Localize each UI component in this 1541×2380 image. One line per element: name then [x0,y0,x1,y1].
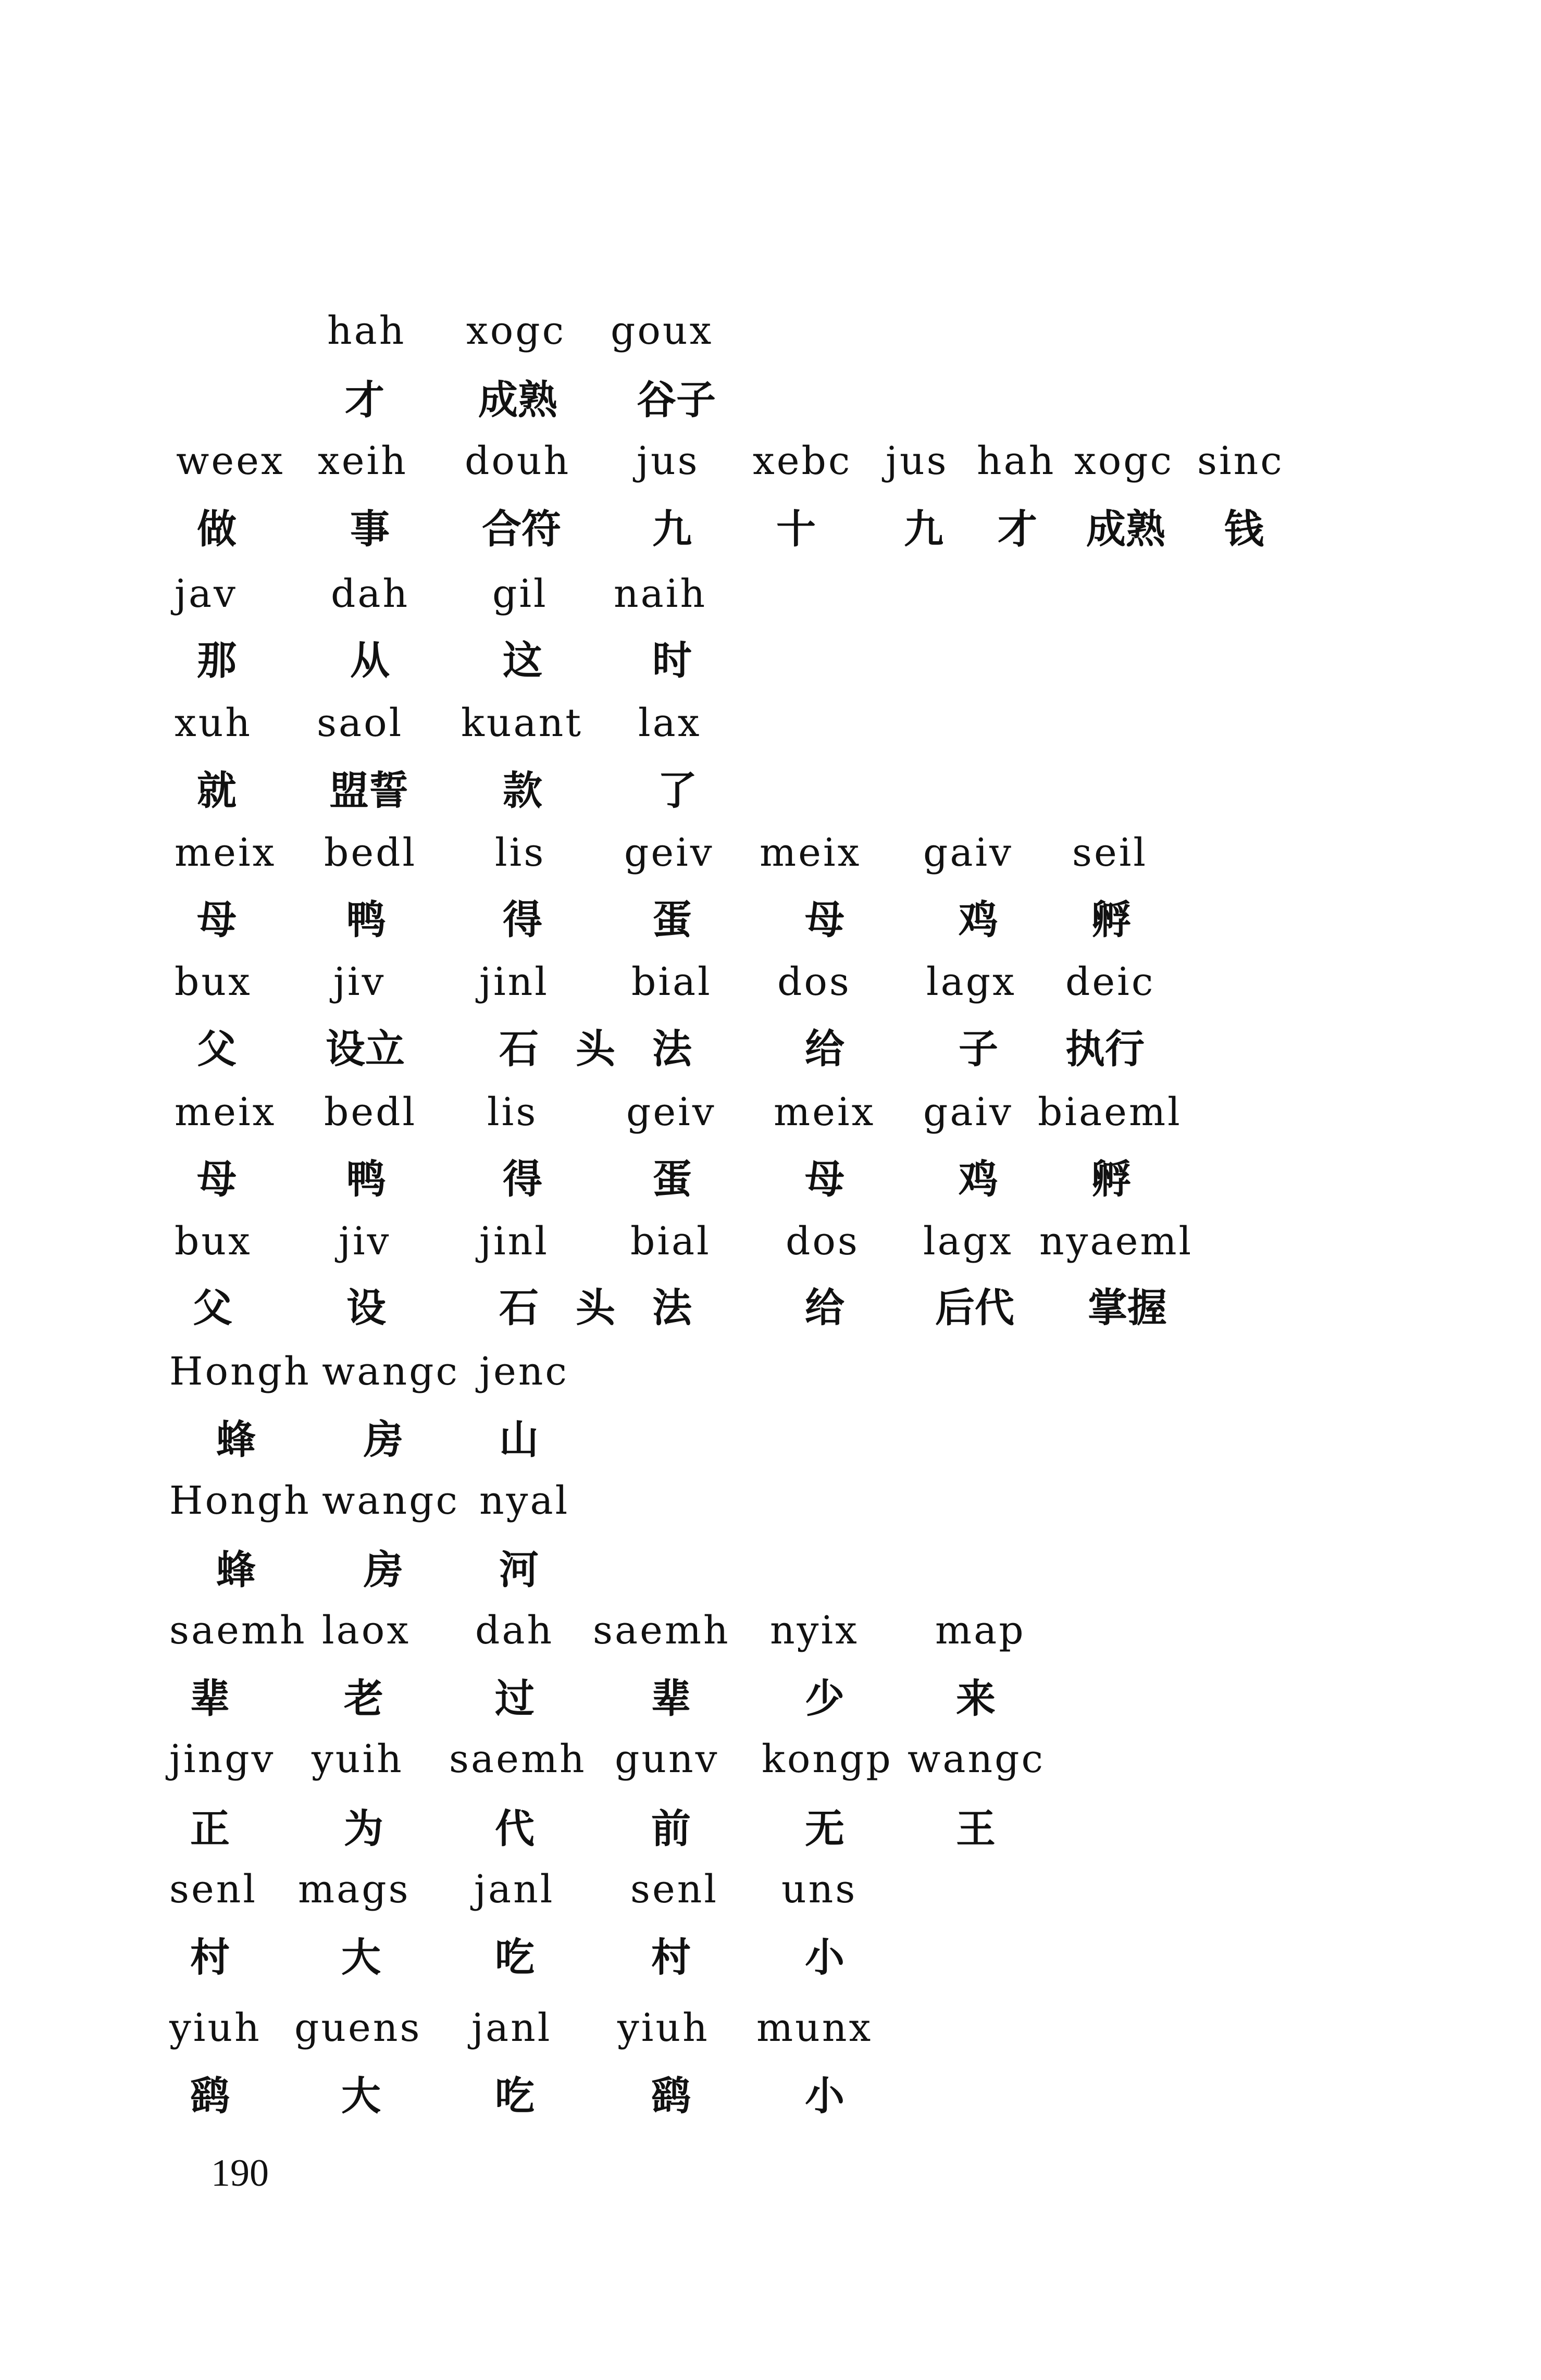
romanized-word: jav [175,571,238,616]
gloss-word: 母 [197,896,237,943]
gloss-word: 大 [341,2073,381,2119]
romanized-word: bial [631,960,712,1004]
romanized-word: jus [886,439,949,483]
page-number: 190 [211,2152,269,2195]
gloss-line [0,1669,1541,1737]
gloss-word: 辈 [651,1675,691,1722]
gloss-word: 合符 [482,506,561,552]
gloss-word: 前 [651,1805,691,1852]
romanized-word: naih [614,571,707,616]
romanized-word: saol [317,701,404,745]
romanized-word: xogc [466,308,566,353]
gloss-line [0,1020,1541,1088]
gloss-word: 法 [652,1285,692,1331]
romanized-word: geiv [626,1090,716,1135]
gloss-line [0,631,1541,699]
gloss-line [0,1800,1541,1867]
romanized-word: nyal [479,1478,570,1523]
gloss-word: 九 [904,506,943,552]
gloss-line [0,891,1541,958]
gloss-word: 做 [197,506,237,552]
gloss-word: 款 [503,767,542,814]
gloss-word: 设立 [326,1026,405,1072]
romanized-word: meix [774,1090,876,1135]
gloss-word: 就 [197,767,237,814]
romanized-word: yiuh [617,2005,710,2050]
gloss-word: 才 [345,377,384,423]
romanized-word: xuh [175,701,253,745]
romanized-word: lax [638,701,702,745]
romanized-word: weex [176,439,285,483]
gloss-word: 给 [805,1026,844,1072]
romanized-line [0,1730,1541,1798]
gloss-line [0,1150,1541,1218]
romanized-line [0,1472,1541,1540]
gloss-word: 了 [657,767,697,814]
gloss-word: 河 [499,1547,539,1593]
gloss-word: 吃 [495,1934,535,1980]
gloss-word: 这 [503,637,542,683]
romanized-word: gunv [615,1737,719,1781]
romanized-word: jiv [339,1219,391,1264]
gloss-word: 蛋 [652,896,692,943]
gloss-word: 小 [805,2073,844,2119]
romanized-word: lagx [923,1219,1013,1264]
romanized-word: Hongh [169,1478,311,1523]
romanized-word: lagx [926,960,1016,1004]
gloss-word: 成熟 [1086,506,1165,552]
romanized-word: jus [637,439,700,483]
gloss-word: 执行 [1065,1026,1145,1072]
gloss-word: 母 [805,896,844,943]
gloss-line [0,762,1541,829]
gloss-word: 鸭 [346,1156,386,1202]
gloss-word: 孵 [1091,1156,1131,1202]
romanized-line [0,1602,1541,1669]
romanized-word: lis [495,830,546,875]
romanized-word: wangc [322,1349,459,1394]
gloss-word: 成熟 [478,377,557,423]
gloss-word: 后代 [935,1285,1014,1331]
romanized-line [0,1861,1541,1928]
romanized-line [0,824,1541,892]
romanized-word: yuih [312,1737,404,1781]
romanized-word: bux [175,1219,252,1264]
romanized-line [0,302,1541,370]
gloss-line [0,2067,1541,2135]
gloss-word: 正 [190,1805,230,1852]
gloss-word: 鹞 [651,2073,691,2119]
gloss-word: 村 [190,1934,230,1980]
romanized-line [0,1999,1541,2067]
romanized-word: deic [1065,960,1155,1004]
gloss-word: 十 [776,506,816,552]
gloss-line [0,1928,1541,1996]
romanized-word: jingv [169,1737,276,1781]
romanized-word: hah [977,439,1056,483]
gloss-word: 无 [805,1805,844,1852]
romanized-word: gaiv [923,830,1013,875]
gloss-word: 头 [576,1026,615,1072]
gloss-word: 头 [576,1285,615,1331]
romanized-word: nyix [770,1608,859,1653]
gloss-word: 得 [503,896,542,943]
gloss-word: 蜂 [216,1547,256,1593]
romanized-word: saemh [449,1737,587,1781]
gloss-word: 鹞 [190,2073,230,2119]
romanized-word: meix [760,830,862,875]
romanized-word: xogc [1074,439,1174,483]
gloss-word: 谷子 [637,377,716,423]
gloss-word: 来 [956,1675,996,1722]
gloss-word: 辈 [190,1675,230,1722]
romanized-word: jenc [479,1349,569,1394]
romanized-word: janl [471,2005,552,2050]
romanized-word: jiv [333,960,386,1004]
romanized-word: uns [781,1867,858,1912]
romanized-word: wangc [908,1737,1045,1781]
romanized-word: Hongh [169,1349,311,1394]
romanized-line [0,432,1541,500]
gloss-word: 才 [998,506,1037,552]
gloss-line [0,1279,1541,1347]
romanized-word: bedl [324,830,417,875]
gloss-line [0,500,1541,568]
gloss-word: 大 [341,1934,381,1980]
gloss-word: 王 [956,1805,996,1852]
gloss-word: 掌握 [1088,1285,1167,1331]
gloss-word: 山 [499,1416,539,1463]
gloss-word: 钱 [1224,506,1264,552]
romanized-word: gaiv [923,1090,1013,1135]
romanized-word: hah [327,308,406,353]
romanized-word: saemh [593,1608,730,1653]
romanized-word: janl [474,1867,555,1912]
romanized-word: jinl [479,960,549,1004]
gloss-word: 老 [344,1675,383,1722]
romanized-word: douh [465,439,571,483]
gloss-word: 鸭 [346,896,386,943]
romanized-word: goux [611,308,714,353]
romanized-word: lis [487,1090,538,1135]
romanized-word: xebc [753,439,852,483]
gloss-word: 石 [499,1026,539,1072]
gloss-word: 父 [197,1026,237,1072]
romanized-word: laox [322,1608,411,1653]
gloss-word: 小 [805,1934,844,1980]
gloss-word: 子 [959,1026,998,1072]
romanized-line [0,953,1541,1021]
romanized-word: bedl [324,1090,417,1135]
gloss-line [0,1411,1541,1478]
gloss-word: 母 [197,1156,237,1202]
romanized-word: seil [1072,830,1148,875]
gloss-word: 那 [197,637,237,683]
gloss-line [0,1541,1541,1609]
gloss-word: 九 [652,506,692,552]
gloss-word: 吃 [495,2073,535,2119]
romanized-word: yiuh [169,2005,262,2050]
romanized-word: gil [492,571,548,616]
gloss-word: 鸡 [959,896,998,943]
romanized-word: senl [630,1867,719,1912]
gloss-word: 过 [495,1675,535,1722]
romanized-word: meix [175,1090,277,1135]
romanized-word: dah [331,571,410,616]
gloss-word: 孵 [1091,896,1131,943]
romanized-word: xeih [318,439,408,483]
romanized-word: biaeml [1038,1090,1182,1135]
gloss-word: 母 [805,1156,844,1202]
romanized-line [0,694,1541,762]
romanized-word: guens [294,2005,422,2050]
gloss-word: 石 [499,1285,539,1331]
gloss-word: 事 [350,506,390,552]
gloss-word: 父 [193,1285,232,1331]
gloss-word: 蛋 [652,1156,692,1202]
romanized-line [0,1213,1541,1280]
gloss-word: 设 [346,1285,386,1331]
gloss-word: 时 [652,637,692,683]
romanized-word: munx [756,2005,873,2050]
romanized-word: wangc [322,1478,459,1523]
romanized-word: dos [786,1219,860,1264]
romanized-word: meix [175,830,277,875]
romanized-word: jinl [479,1219,549,1264]
gloss-word: 蜂 [216,1416,256,1463]
romanized-word: senl [169,1867,258,1912]
romanized-word: bial [630,1219,711,1264]
gloss-word: 得 [503,1156,542,1202]
romanized-word: bux [175,960,252,1004]
romanized-word: nyaeml [1039,1219,1194,1264]
gloss-word: 给 [805,1285,844,1331]
gloss-word: 少 [805,1675,844,1722]
gloss-word: 从 [350,637,390,683]
romanized-line [0,565,1541,633]
romanized-word: saemh [169,1608,307,1653]
gloss-word: 代 [495,1805,535,1852]
gloss-word: 房 [364,1547,403,1593]
romanized-word: geiv [624,830,714,875]
gloss-word: 鸡 [959,1156,998,1202]
romanized-word: kongp [762,1737,893,1781]
gloss-line [0,371,1541,439]
romanized-word: dos [777,960,851,1004]
romanized-word: kuant [461,701,583,745]
romanized-line [0,1343,1541,1411]
gloss-word: 为 [344,1805,383,1852]
romanized-word: map [935,1608,1026,1653]
romanized-line [0,1083,1541,1151]
gloss-word: 房 [364,1416,403,1463]
gloss-word: 村 [651,1934,691,1980]
gloss-word: 法 [652,1026,692,1072]
romanized-word: sinc [1197,439,1284,483]
gloss-word: 盟誓 [329,767,408,814]
romanized-word: mags [298,1867,411,1912]
romanized-word: dah [475,1608,554,1653]
